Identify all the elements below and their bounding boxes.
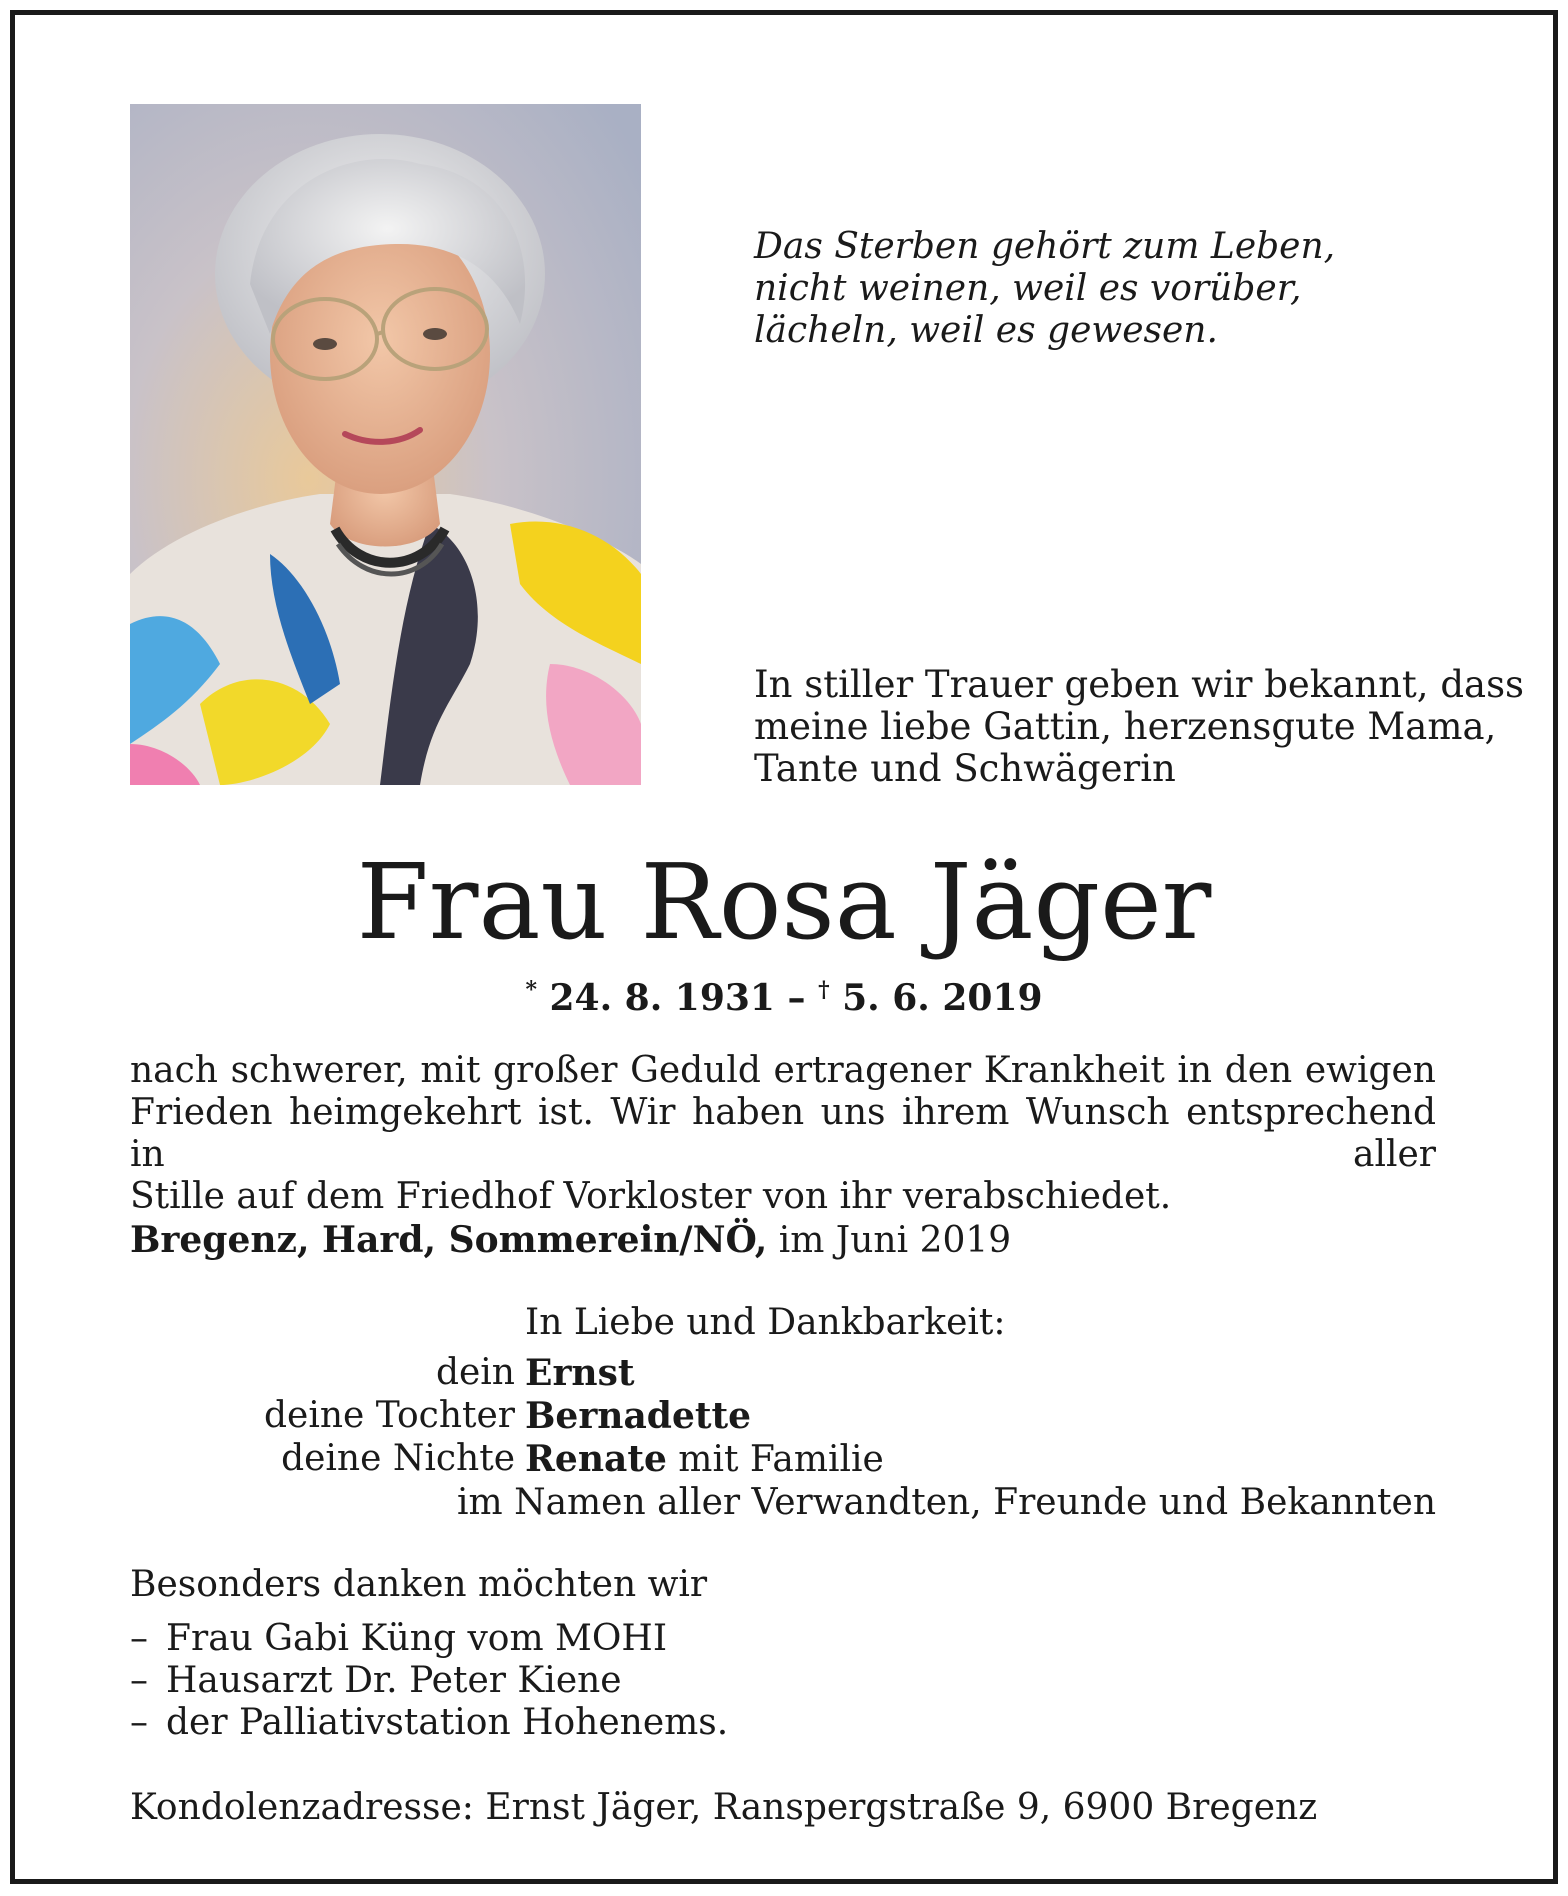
signer-relation: deine Tochter <box>263 1395 515 1436</box>
date-separator: – <box>774 977 819 1019</box>
birth-date: 24. 8. 1931 <box>549 977 775 1019</box>
signers-title: In Liebe und Dankbarkeit: <box>525 1302 1006 1343</box>
signer-row <box>130 1352 1436 1395</box>
body-line: Frieden heimgekehrt ist. Wir haben uns ihrem Wunsch entsprechend in aller <box>130 1092 1436 1175</box>
death-symbol: † <box>818 977 830 1003</box>
quote-line: nicht weinen, weil es vorüber, <box>754 268 1302 309</box>
intro-block <box>754 663 1525 790</box>
deceased-name: Frau Rosa Jäger <box>356 841 1212 963</box>
signer-name: Bernadette <box>525 1395 752 1437</box>
dash-bullet: – <box>130 1660 148 1701</box>
special-thanks-title: Besonders danken möchten wir <box>130 1564 708 1605</box>
body-line: Stille auf dem Friedhof Vorkloster von ihr verabschiedet. <box>130 1176 1172 1217</box>
signer-suffix: im Namen aller Verwandten, Freunde und Bekannten <box>456 1482 1436 1523</box>
signer-row <box>130 1395 1436 1438</box>
intro-line: meine liebe Gattin, herzensgute Mama, <box>754 705 1497 748</box>
announcement-body <box>130 1050 1436 1218</box>
place-and-date <box>130 1218 1011 1263</box>
list-item-text: Frau Gabi Küng vom MOHI <box>166 1618 668 1659</box>
intro-line: In stiller Trauer geben wir bekannt, dass <box>754 663 1525 706</box>
portrait-photo <box>130 104 641 785</box>
list-item <box>130 1702 728 1744</box>
body-line: nach schwerer, mit großer Geduld ertragener Krankheit in den ewigen <box>130 1050 1436 1091</box>
signer-relation: deine Nichte <box>281 1438 515 1479</box>
signer-name: Ernst <box>525 1352 635 1394</box>
signer-row <box>130 1481 1436 1524</box>
list-item <box>130 1660 728 1702</box>
signer-name: Renate <box>525 1438 667 1480</box>
birth-symbol: * <box>525 977 537 1003</box>
signer-relation: dein <box>435 1352 515 1393</box>
quote-line: lächeln, weil es gewesen. <box>754 310 1218 351</box>
quote-block <box>754 226 1454 352</box>
dash-bullet: – <box>130 1702 148 1743</box>
signers-list <box>130 1352 1436 1524</box>
list-item-text: Hausarzt Dr. Peter Kiene <box>166 1660 622 1701</box>
signer-entry <box>525 1352 634 1395</box>
portrait-illustration <box>130 104 641 785</box>
condolence-address: Kondolenzadresse: Ernst Jäger, Ranspergstraße 9, 6900 Bregenz <box>130 1787 1318 1828</box>
list-item <box>130 1618 728 1660</box>
places: Bregenz, Hard, Sommerein/NÖ, <box>130 1219 768 1261</box>
signer-suffix: mit Familie <box>666 1439 884 1480</box>
month-year: im Juni 2019 <box>767 1220 1012 1261</box>
list-item-text: der Palliativstation Hohenems. <box>166 1702 729 1743</box>
signer-row <box>130 1438 1436 1481</box>
special-thanks-list <box>130 1618 728 1744</box>
signer-entry <box>525 1438 884 1481</box>
dash-bullet: – <box>130 1618 148 1659</box>
signer-entry <box>525 1395 751 1438</box>
life-dates <box>0 968 1568 1020</box>
signer-entry <box>457 1481 1436 1524</box>
intro-line: Tante und Schwägerin <box>754 747 1176 790</box>
quote-line: Das Sterben gehört zum Leben, <box>754 226 1336 267</box>
death-date: 5. 6. 2019 <box>842 977 1043 1019</box>
signer-relation <box>130 1481 457 1524</box>
